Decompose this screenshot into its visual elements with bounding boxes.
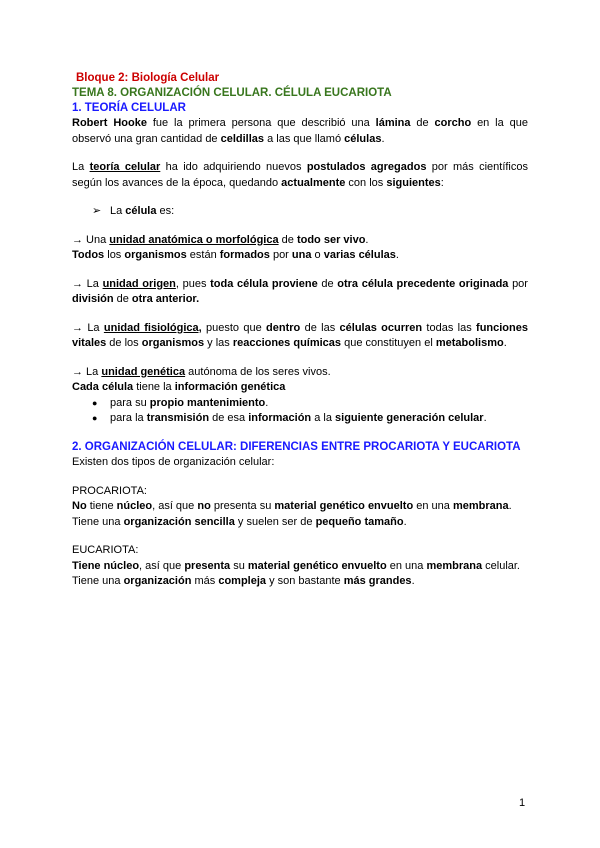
bold-text: compleja [218,575,267,587]
paragraph-spacer [72,308,528,321]
document-page [72,71,528,590]
bold-text: organización sencilla [123,515,235,528]
paragraph [72,248,528,264]
bold-text: división [72,293,114,305]
bold-text: no [197,500,211,512]
bold-text: funciones vitales [72,321,528,349]
text-run: todas las [422,321,477,334]
bold-text: todo ser vivo [296,233,366,246]
paragraph [72,543,528,559]
bold-text: siguientes [386,176,441,189]
paragraph-spacer [72,471,528,484]
key-term: unidad genética [101,365,186,378]
list-item [72,204,528,220]
text-run: es: [156,205,175,217]
paragraph [72,321,528,352]
bold-text: celdillas [220,132,265,145]
paragraph [72,365,528,381]
text-run: o [311,249,324,261]
text-run: EUCARIOTA: [72,544,139,556]
bold-text: metabolismo [435,337,504,349]
bold-text: propio mantenimiento [149,396,266,409]
text-run: → La [72,321,104,334]
paragraph [72,277,528,308]
bullet-icon: ● [92,413,98,423]
text-run: . [503,337,507,349]
text-run: → La [72,365,102,378]
bullet-icon: ● [92,397,98,408]
key-term: unidad origen [102,277,176,290]
text-run: los [104,249,125,261]
bold-text: No [72,500,87,512]
text-run: por [269,249,292,261]
paragraph-spacer [72,264,528,277]
text-run: Tiene una [72,575,124,587]
text-run: . [411,575,415,587]
page-number: 1 [519,797,526,809]
paragraph [72,574,528,590]
text-run: PROCARIOTA: [72,484,147,497]
paragraph-spacer [72,427,528,440]
bold-text: dentro [266,321,301,334]
bold-text: pequeño tamaño [315,515,404,528]
text-run: fue la primera persona que describió una [146,117,376,129]
text-run: . [483,412,487,424]
bold-text: toda célula proviene [210,277,318,290]
list-item [72,411,528,427]
bold-text: postulados agregados [306,161,427,173]
key-term: teoría celular [89,161,161,173]
key-term: unidad fisiológica, [103,321,202,334]
bold-text: membrana [452,500,509,512]
text-run: puesto que [201,321,267,334]
paragraph [72,160,528,191]
text-run: . [508,500,512,512]
bold-text: Robert Hooke [72,117,147,129]
text-run: que constituyen el [341,337,436,349]
bold-text: material genético envuelto [274,500,414,512]
text-run: . [265,396,269,409]
text-run: por más científicos según los avances de la época, quedando [72,161,528,189]
arrow-bullet-icon: ➢ [92,205,102,217]
bold-text: siguiente generación celular [335,412,484,424]
text-run: a las que llamó [264,132,345,145]
bold-text: organismos [141,337,205,349]
paragraph [72,484,528,500]
text-run: tiene la [133,381,175,393]
text-run: y son bastante [266,575,344,587]
text-run: su [230,559,248,572]
paragraph-spacer [72,352,528,365]
paragraph [72,380,528,396]
paragraph [72,455,528,471]
text-run: para la [110,412,147,424]
text-run: en una [413,500,453,512]
text-run: para su [110,396,150,409]
bold-text: Tiene núcleo [72,559,140,572]
bold-text: organismos [124,249,187,261]
paragraph [72,515,528,531]
text-run: Tiene una [72,515,124,528]
bold-text: otra célula precedente originada [337,277,509,290]
bold-text: reacciones químicas [232,337,342,349]
text-run: → Una [72,233,110,246]
bold-text: presenta [184,559,231,572]
text-run: y suelen ser de [234,515,316,528]
section-heading-1: 1. TEORÍA CELULAR [72,102,186,114]
text-run: . [381,132,385,145]
text-run: . [403,515,407,528]
bold-text: formados [219,249,270,261]
text-run: Existen dos tipos de organización celular: [72,456,275,468]
paragraph-spacer [72,530,528,543]
bold-text: Cada célula [72,381,134,393]
paragraph-spacer [72,220,528,233]
text-run: : [440,176,444,189]
text-run: están [186,249,220,261]
text-run: celular. [482,559,520,572]
bold-text: células [344,132,382,145]
text-run: de las [300,321,340,334]
text-run: autónoma de los seres vivos. [185,365,331,378]
text-run: de esa [209,412,249,424]
text-run: de [410,117,435,129]
paragraph [72,233,528,249]
text-run: a la [311,412,336,424]
text-run: ha ido adquiriendo nuevos [160,161,307,173]
text-run: más [191,575,219,587]
bold-text: núcleo [116,500,153,512]
block-title: Bloque 2: Biología Celular [76,72,220,84]
text-run: , así que [139,559,185,572]
text-run: de [278,233,297,246]
bold-text: una [291,249,312,261]
text-run: de [317,277,338,290]
text-run: y las [204,337,233,349]
bold-text: varias células [323,249,396,261]
text-run: , así que [152,500,198,512]
document-body [72,116,528,590]
bold-text: más grandes [343,575,412,587]
bold-text: lámina [375,117,411,129]
list-item [72,396,528,412]
text-run: . [365,233,369,246]
bold-text: célula [125,205,157,217]
text-run: por [508,277,528,290]
bold-text: membrana [426,559,483,572]
bold-text: corcho [434,117,472,129]
bold-text: material genético envuelto [247,559,387,572]
paragraph [72,499,528,515]
text-run: , pues [175,277,211,290]
bold-text: otra anterior. [131,293,200,305]
bold-text: transmisión [146,412,210,424]
text-run: de los [106,337,142,349]
bold-text: actualmente [281,176,346,189]
text-run: → La [72,277,103,290]
section-heading-2 [72,440,528,456]
paragraph-spacer [72,191,528,204]
text-run: con los [345,176,387,189]
topic-title: TEMA 8. ORGANIZACIÓN CELULAR. CÉLULA EUCARIOTA [72,87,392,99]
text-run: presenta su [210,500,275,512]
bold-text: información genética [174,381,286,393]
text-run: en la que observó una gran cantidad de [72,117,528,145]
text-run: 2. ORGANIZACIÓN CELULAR: DIFERENCIAS ENTRE PROCARIOTA Y EUCARIOTA [72,440,521,453]
bold-text: organización [123,575,192,587]
text-run: en una [386,559,427,572]
bold-text: Todos [72,249,105,261]
bold-text: información [248,412,312,424]
text-run: . [395,249,399,261]
text-run: de [113,293,132,305]
paragraph [72,559,528,575]
text-run: La [72,161,90,173]
text-run: tiene [86,500,117,512]
paragraph [72,116,528,147]
key-term: unidad anatómica o morfológica [109,233,279,246]
text-run: La [110,205,126,217]
bold-text: células ocurren [339,321,423,334]
paragraph-spacer [72,147,528,160]
